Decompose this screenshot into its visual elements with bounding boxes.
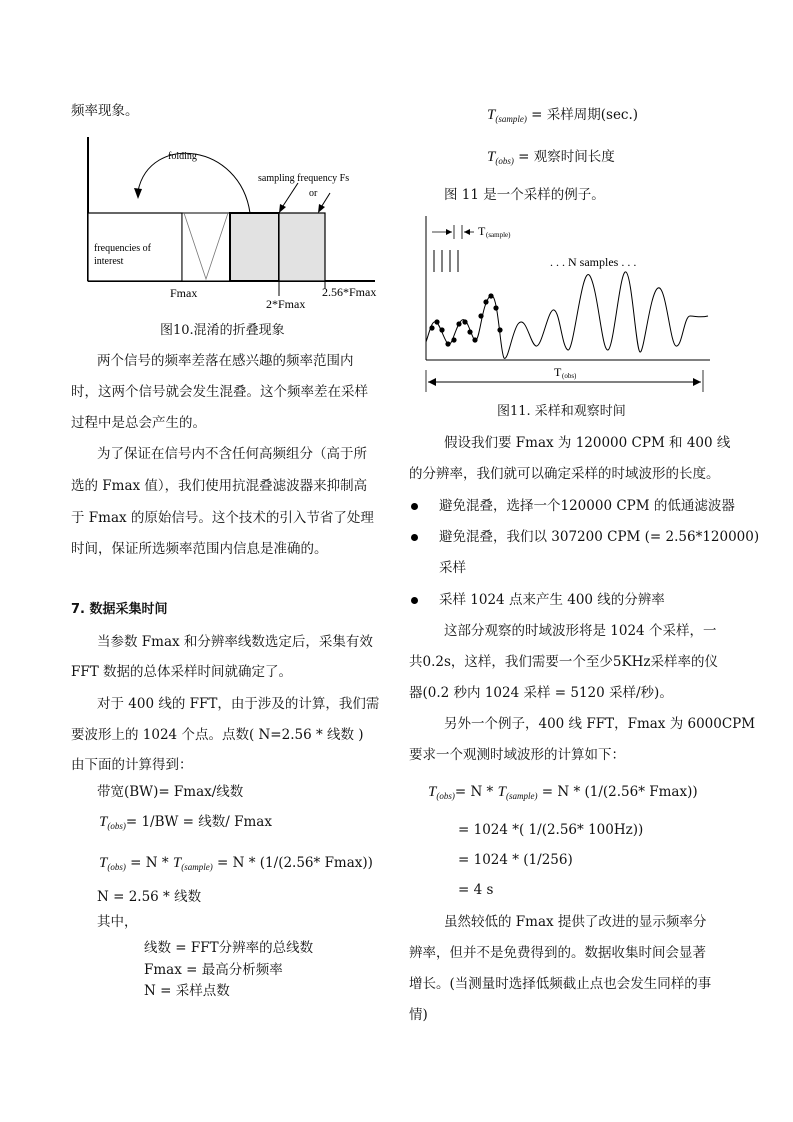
bullet-2: 避免混叠，我们以 307200 CPM (= 2.56*120000) xyxy=(439,529,760,545)
calc-line-4: = 4 s xyxy=(458,882,494,898)
n-samples-label: . . . N samples . . . xyxy=(550,255,637,269)
figure-10-folding-diagram xyxy=(80,133,380,313)
para1-line2: 时，这两个信号就会发生混叠。这个频率差在采样 xyxy=(71,384,368,400)
para4-line3: 由下面的计算得到： xyxy=(71,757,193,773)
t-sample-subscript: (sample) xyxy=(486,231,511,239)
figure-11-caption: 图11. 采样和观察时间 xyxy=(497,404,626,419)
where-label: 其中， xyxy=(97,914,138,930)
folding-label: folding xyxy=(168,151,197,162)
bullet-2-continuation: 采样 xyxy=(439,560,466,576)
right-para2-line1: 这部分观察的时域波形将是 1024 个采样，一 xyxy=(444,623,717,639)
calc-line-3: = 1024 * (1/256) xyxy=(458,852,573,868)
right-para4-line1: 虽然较低的 Fmax 提供了改进的显示频率分 xyxy=(444,914,707,930)
t-obs-definition: $T_{(obs)}$ = 观察时间长度 xyxy=(487,149,615,166)
t-sample-label: T xyxy=(478,224,486,238)
bullet-dot-1 xyxy=(411,503,418,510)
para2-line1: 为了保证在信号内不含任何高频组分（高于所 xyxy=(97,446,367,462)
definition-n: N = 采样点数 xyxy=(144,983,230,999)
calc-line-1: $T_{(obs)}= N * T_{(sample)} = N * (1/(2.56*$ Fmax)) xyxy=(428,784,698,801)
t-sample-definition: $T_{(sample)}$ = 采样周期(sec.) xyxy=(487,107,639,124)
right-para4-line2: 辨率，但并不是免费得到的。数据收集时间会显著 xyxy=(409,945,706,961)
equation-n: N = 2.56 * 线数 xyxy=(97,889,202,905)
para3-line2: FFT 数据的总体采样时间就确定了。 xyxy=(71,664,293,680)
para2-line2: 选的 Fmax 值），我们使用抗混叠滤波器来抑制高 xyxy=(71,478,368,494)
or-label: or xyxy=(309,188,318,199)
bullet-3: 采样 1024 点来产生 400 线的分辨率 xyxy=(439,592,665,608)
para4-line2: 要波形上的 1024 个点。点数( N=2.56 * 线数 ) xyxy=(71,727,364,743)
right-para4-line4: 情) xyxy=(409,1007,428,1023)
bullet-dot-2 xyxy=(411,534,418,541)
two-fmax-label: 2*Fmax xyxy=(266,297,306,311)
right-para2-line3: 器(0.2 秒内 1024 采样 = 5120 采样/秒)。 xyxy=(409,685,673,701)
definition-fmax: Fmax = 最高分析频率 xyxy=(144,962,283,978)
bullet-dot-3 xyxy=(411,597,418,604)
right-para3-line2: 要求一个观测时域波形的计算如下： xyxy=(409,747,625,763)
fmax-256-label: 2.56*Fmax xyxy=(322,285,377,299)
equation-tobs-bw: $T_{(obs)}= 1/BW$ = 线数/ Fmax xyxy=(99,814,272,831)
top-line: 频率现象。 xyxy=(71,103,139,119)
right-para2-line2: 共0.2s，这样，我们需要一个至少5KHz采样率的仪 xyxy=(409,654,718,670)
definition-lines: 线数 = FFT分辨率的总线数 xyxy=(144,940,314,956)
figure-10-caption: 图10.混淆的折叠现象 xyxy=(160,323,285,338)
figure-11-sampling-diagram xyxy=(418,212,718,397)
right-para1-line2: 的分辨率，我们就可以确定采样的时域波形的长度。 xyxy=(409,466,720,482)
calc-line-2: = 1024 *( 1/(2.56* 100Hz)) xyxy=(458,822,644,838)
right-para4-line3: 增长。(当测量时选择低频截止点也会发生同样的事 xyxy=(409,976,712,992)
right-para1-line1: 假设我们要 Fmax 为 120000 CPM 和 400 线 xyxy=(444,435,731,451)
fmax-label: Fmax xyxy=(170,286,198,300)
t-obs-subscript: (obs) xyxy=(562,372,577,380)
frequencies-label-line2: interest xyxy=(94,256,124,267)
right-para3-line1: 另外一个例子，400 线 FFT，Fmax 为 6000CPM xyxy=(444,716,756,732)
frequencies-label-line1: frequencies of xyxy=(94,243,151,254)
para4-line1: 对于 400 线的 FFT，由于涉及的计算，我们需 xyxy=(97,696,380,712)
para1-line1: 两个信号的频率差落在感兴趣的频率范围内 xyxy=(97,353,354,369)
figure-11-intro: 图 11 是一个采样的例子。 xyxy=(444,187,605,203)
sampling-frequency-label: sampling frequency Fs xyxy=(258,173,350,184)
para1-line3: 过程中是总会产生的。 xyxy=(71,415,206,431)
bullet-1: 避免混叠，选择一个120000 CPM 的低通滤波器 xyxy=(439,498,735,514)
para3-line1: 当参数 Fmax 和分辨率线数选定后，采集有效 xyxy=(97,634,373,650)
equation-tobs-n: $T_{(obs)} = N * T_{(sample)} = N * (1/(2.56*$ Fmax)) xyxy=(99,855,373,872)
t-obs-label: T xyxy=(554,365,562,379)
para2-line4: 时间，保证所选频率范围内信息是准确的。 xyxy=(71,541,328,557)
para2-line3: 于 Fmax 的原始信号。这个技术的引入节省了处理 xyxy=(71,510,374,526)
section-heading: 7. 数据采集时间 xyxy=(71,602,168,617)
equation-bandwidth: 带宽(BW)= Fmax/线数 xyxy=(97,784,244,800)
